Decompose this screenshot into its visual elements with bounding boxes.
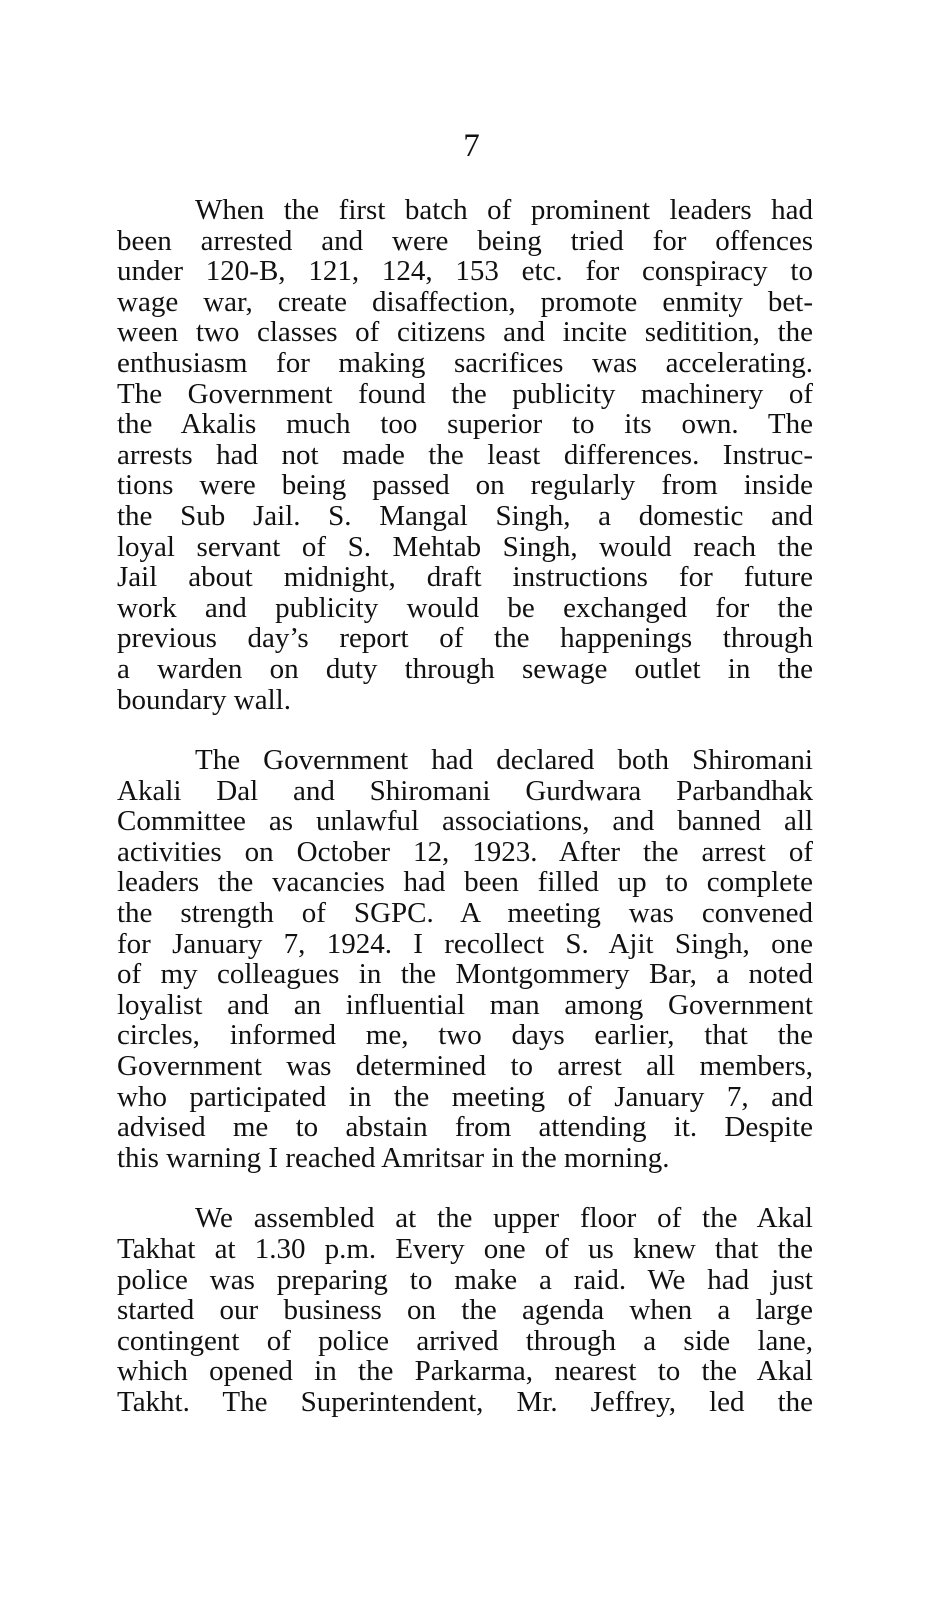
text-line: tions were being passed on regularly from inside — [117, 470, 813, 501]
text-line: Akali Dal and Shiromani Gurdwara Parbandhak — [117, 775, 813, 807]
paragraph-1 — [117, 195, 813, 715]
text-line: Government was determined to arrest all members, — [117, 1051, 813, 1082]
text-line: arrests had not made the least differences. Instruc- — [117, 439, 813, 471]
paragraph-3 — [117, 1203, 813, 1417]
text-line: previous day’s report of the happenings through — [117, 623, 813, 654]
text-line: of my colleagues in the Montgommery Bar, a noted — [117, 959, 813, 990]
text-line: We assembled at the upper floor of the Akal — [195, 1203, 813, 1234]
text-line: loyal servant of S. Mehtab Singh, would reach the — [117, 531, 813, 563]
text-line: the strength of SGPC. A meeting was convened — [117, 898, 813, 929]
paragraph-2 — [117, 745, 813, 1173]
text-line: who participated in the meeting of January 7, and — [117, 1081, 813, 1113]
text-line: police was preparing to make a raid. We had just — [117, 1264, 813, 1296]
text-line: boundary wall. — [117, 684, 291, 716]
text-line: Takht. The Superintendent, Mr. Jeffrey, led the — [117, 1386, 813, 1418]
text-line: advised me to abstain from attending it. Despite — [117, 1112, 813, 1143]
text-line: the Akalis much too superior to its own. The — [117, 409, 813, 440]
text-line: enthusiasm for making sacrifices was accelerating. — [117, 347, 813, 379]
text-line: Takhat at 1.30 p.m. Every one of us knew that the — [117, 1234, 813, 1265]
text-line: When the first batch of prominent leaders had — [195, 195, 813, 226]
text-line: work and publicity would be exchanged for the — [117, 592, 813, 624]
text-line: a warden on duty through sewage outlet in the — [117, 653, 813, 685]
text-line: The Government found the publicity machinery of — [117, 378, 813, 410]
text-line: the Sub Jail. S. Mangal Singh, a domestic and — [117, 500, 813, 532]
text-line: circles, informed me, two days earlier, that the — [117, 1020, 813, 1052]
body-text — [117, 195, 813, 1418]
text-line: started our business on the agenda when a large — [117, 1295, 813, 1326]
text-line: loyalist and an influential man among Government — [117, 989, 813, 1021]
text-line: Jail about midnight, draft instructions for future — [117, 562, 813, 593]
text-line: been arrested and were being tried for offences — [117, 225, 813, 257]
text-line: The Government had declared both Shiromani — [195, 745, 813, 776]
text-line: activities on October 12, 1923. After the arrest of — [117, 836, 813, 868]
text-line: leaders the vacancies had been filled up to complete — [117, 867, 813, 899]
text-line: contingent of police arrived through a side lane, — [117, 1325, 813, 1357]
page-number: 7 — [463, 128, 480, 164]
text-line: ween two classes of citizens and incite seditition, the — [117, 317, 813, 348]
text-line: Committee as unlawful associations, and banned all — [117, 806, 813, 837]
text-line: for January 7, 1924. I recollect S. Ajit Singh, one — [117, 928, 813, 960]
text-line: which opened in the Parkarma, nearest to the Akal — [117, 1356, 813, 1387]
text-line: under 120-B, 121, 124, 153 etc. for conspiracy to — [117, 256, 813, 287]
text-line: wage war, create disaffection, promote enmity bet- — [117, 286, 813, 318]
text-line: this warning I reached Amritsar in the morning. — [117, 1142, 670, 1174]
